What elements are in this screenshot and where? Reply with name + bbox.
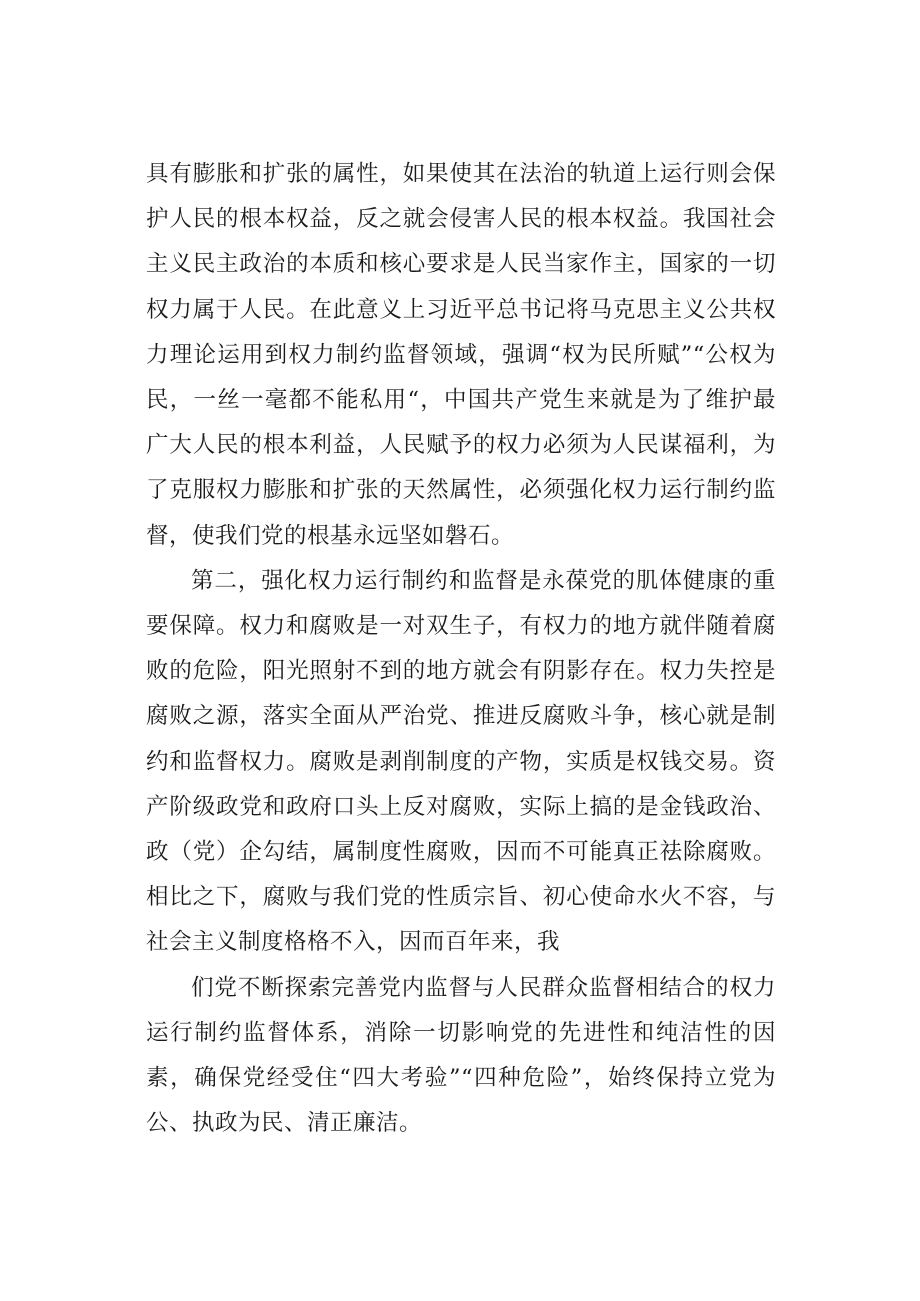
paragraph-continuation: 具有膨胀和扩张的属性，如果使其在法治的轨道上运行则会保护人民的根本权益，反之就会侵害人民的根本权益。我国社会主义民主政治的本质和核心要求是人民当家作主，国家的一切权力属于人民。在此意义上习近平总书记将马克思主义公共权力理论运用到权力制约监督领域，强调“权为民所赋”“公权为民，一丝一毫都不能私用“，中国共产党生来就是为了维护最广大人民的根本利益，人民赋予的权力必须为人民谋福利，为了克服权力膨胀和扩张的天然属性，必须强化权力运行制约监督，使我们党的根基永远坚如磐石。 (146, 161, 776, 549)
document-body (146, 152, 776, 1146)
paragraph-closing: 们党不断探索完善党内监督与人民群众监督相结合的权力运行制约监督体系，消除一切影响党的先进性和纯洁性的因素，确保党经受住“四大考验”“四种危险”，始终保持立党为公、执政为民、清正廉洁。 (146, 974, 776, 1137)
paragraph-second-point: 第二，强化权力运行制约和监督是永葆党的肌体健康的重要保障。权力和腐败是一对双生子，有权力的地方就伴随着腐败的危险，阳光照射不到的地方就会有阴影存在。权力失控是腐败之源，落实全面从严治党、推进反腐败斗争，核心就是制约和监督权力。腐败是剥削制度的产物，实质是权钱交易。资产阶级政党和政府口头上反对腐败，实际上搞的是金钱政治、政（党）企勾结，属制度性腐败，因而不可能真正祛除腐败。相比之下，腐败与我们党的性质宗旨、初心使命水火不容，与社会主义制度格格不入，因而百年来，我 (146, 567, 776, 956)
